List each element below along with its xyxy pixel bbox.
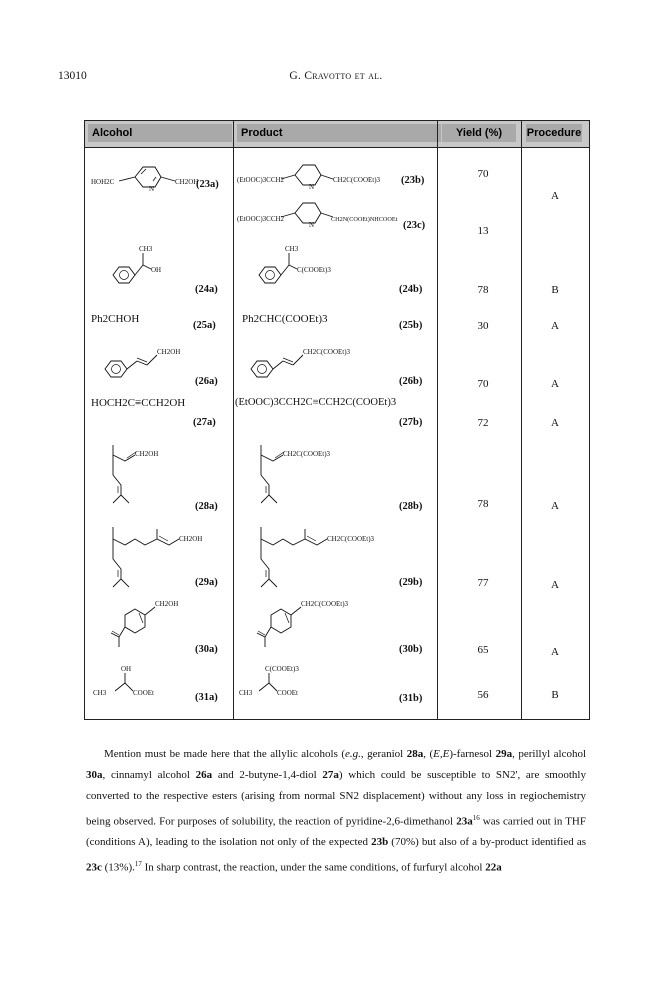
label-28b: (28b) — [399, 501, 423, 512]
structure-30b — [241, 591, 381, 659]
label-25b: (25b) — [399, 320, 423, 331]
label-30a: (30a) — [195, 644, 218, 655]
s23b-left: (EtOOC)3CCH2 — [237, 176, 285, 184]
compound-ref: 23a — [456, 815, 473, 828]
structure-26b — [241, 339, 381, 383]
label-31a: (31a) — [195, 692, 218, 703]
running-title — [0, 70, 672, 82]
text-run: In sharp contrast, the reaction, under the same conditions, of furfuryl alcohol — [141, 861, 486, 874]
label-31b: (31b) — [399, 693, 423, 704]
footnote-ref: 16 — [472, 813, 480, 822]
label-23b: (23b) — [401, 175, 425, 186]
s30b-sub: CH2C(COOEt)3 — [301, 600, 349, 608]
compound-ref: 27a — [322, 769, 339, 782]
compound-ref: 28a — [406, 748, 424, 760]
s30a-sub: CH2OH — [155, 600, 179, 608]
text-run: (70%) but also of a by-product identified as — [388, 836, 586, 849]
s29b-sub: CH2C(COOEt)3 — [327, 535, 375, 543]
text-run: and 2-butyne-1,4-diol — [212, 769, 323, 782]
procedure-27b: A — [551, 417, 559, 429]
s23c-n: N — [309, 221, 315, 229]
s28a-sub: CH2OH — [135, 450, 159, 458]
results-table — [84, 120, 590, 720]
label-24b: (24b) — [399, 284, 423, 295]
label-23a: (23a) — [196, 179, 219, 190]
text-run: E,E — [433, 748, 450, 760]
yield-29b: 77 — [477, 577, 489, 589]
procedure-24b: B — [551, 284, 559, 296]
page-number: 13010 — [58, 70, 87, 82]
yield-27b: 72 — [477, 417, 489, 429]
column-header-alcohol: Alcohol — [88, 124, 232, 142]
structure-23c — [237, 193, 417, 235]
compound-ref: 29a — [495, 748, 513, 760]
label-25a: (25a) — [193, 320, 216, 331]
compound-ref: 26a — [195, 769, 213, 782]
label-29a: (29a) — [195, 577, 218, 588]
compound-ref: 23c — [86, 861, 102, 874]
yield-24b: 78 — [477, 284, 489, 296]
structure-30a — [95, 591, 205, 659]
yield-23b: 70 — [477, 168, 489, 180]
text-run: Mention must be made here that the allylic alcohols ( — [104, 748, 346, 760]
compound-ref: 22a — [485, 861, 502, 874]
yield-30b: 65 — [477, 644, 489, 656]
paragraph-text — [86, 744, 586, 879]
text-run: )-farnesol — [449, 748, 496, 760]
s26a-sub: CH2OH — [157, 348, 181, 356]
label-28a: (28a) — [195, 501, 218, 512]
s31a-ester: COOEt — [133, 689, 154, 697]
formula-25a: Ph2CHOH — [91, 313, 140, 325]
text-run: ) which could be susceptible to SN2', are smoothly converted to the respective esters (arising from normal SN2 displacement) without any loss in regiochemistry being observed. For purposes of solubility, the reaction of pyridine-2,6-dimethanol — [86, 769, 586, 828]
procedure-29b: A — [551, 579, 559, 591]
column-header-product: Product — [237, 124, 441, 142]
label-27a: (27a) — [193, 417, 216, 428]
s24a-oh: OH — [151, 266, 162, 274]
text-run: (13%). — [101, 861, 135, 874]
s31b-ester: COOEt — [277, 689, 298, 697]
body-paragraph — [86, 744, 586, 879]
procedure-28b: A — [551, 500, 559, 512]
structure-28a — [91, 439, 201, 513]
s31a-me: CH3 — [93, 689, 107, 697]
s24b-sub: C(COOEt)3 — [297, 266, 331, 274]
label-30b: (30b) — [399, 644, 423, 655]
yield-31b: 56 — [477, 689, 489, 701]
text-run: e.g. — [345, 748, 361, 760]
table-header-row — [85, 121, 589, 148]
yield-23c: 13 — [477, 225, 489, 237]
procedure-25b: A — [551, 320, 559, 332]
structure-24a — [95, 241, 185, 291]
text-run: was carried out in THF (conditions A), leading to the isolation not only of the expected — [86, 815, 586, 849]
label-24a: (24a) — [195, 284, 218, 295]
structure-29b — [239, 519, 409, 593]
label-23c: (23c) — [403, 220, 426, 231]
text-run: , ( — [423, 748, 434, 760]
s24b-me: CH3 — [285, 245, 299, 253]
text-run: , geraniol — [360, 748, 407, 760]
s23c-left: (EtOOC)3CCH2 — [237, 215, 285, 223]
s23b-n: N — [309, 183, 315, 191]
s23b-right: CH2C(COOEt)3 — [333, 176, 381, 184]
s26b-sub: CH2C(COOEt)3 — [303, 348, 351, 356]
s31b-me: CH3 — [239, 689, 253, 697]
structure-31a — [91, 661, 201, 705]
formula-27a: HOCH2C≡CCH2OH — [91, 397, 186, 409]
s23a-right: CH2OH — [175, 178, 199, 186]
s23a-left: HOH2C — [91, 178, 115, 186]
s29a-sub: CH2OH — [179, 535, 203, 543]
structure-24b — [241, 241, 361, 291]
s23a-n: N — [149, 185, 155, 193]
structure-26a — [95, 339, 205, 383]
column-divider — [437, 121, 438, 719]
yield-25b: 30 — [477, 320, 489, 332]
label-29b: (29b) — [399, 577, 423, 588]
column-header-procedure: Procedure — [526, 124, 582, 142]
s31b-top: C(COOEt)3 — [265, 665, 299, 673]
s24a-me: CH3 — [139, 245, 153, 253]
formula-27b: (EtOOC)3CCH2C≡CCH2C(COOEt)3 — [235, 397, 397, 408]
column-header-yield: Yield (%) — [442, 124, 516, 142]
structure-23b — [237, 149, 417, 191]
s28b-sub: CH2C(COOEt)3 — [283, 450, 331, 458]
label-26a: (26a) — [195, 376, 218, 387]
yield-26b: 70 — [477, 378, 489, 390]
procedure-31b: B — [551, 689, 559, 701]
column-divider — [521, 121, 522, 719]
running-title-text: G. Cravotto et al. — [289, 70, 383, 82]
formula-25b: Ph2CHC(COOEt)3 — [242, 313, 328, 325]
label-27b: (27b) — [399, 417, 423, 428]
yield-28b: 78 — [477, 498, 489, 510]
text-run: , cinnamyl alcohol — [102, 769, 196, 782]
structure-28b — [239, 439, 379, 513]
footnote-ref: 17 — [134, 859, 142, 868]
procedure-23b: A — [551, 190, 559, 202]
compound-ref: 23b — [371, 836, 389, 849]
s31a-oh: OH — [121, 665, 132, 673]
compound-ref: 30a — [86, 769, 103, 782]
procedure-30b: A — [551, 646, 559, 658]
structure-31b — [237, 659, 357, 705]
column-divider — [233, 121, 234, 719]
procedure-26b: A — [551, 378, 559, 390]
s23c-right: CH2N(COOEt)NHCOOEt — [331, 216, 398, 223]
label-26b: (26b) — [399, 376, 423, 387]
text-run: , perillyl alcohol — [512, 748, 587, 760]
